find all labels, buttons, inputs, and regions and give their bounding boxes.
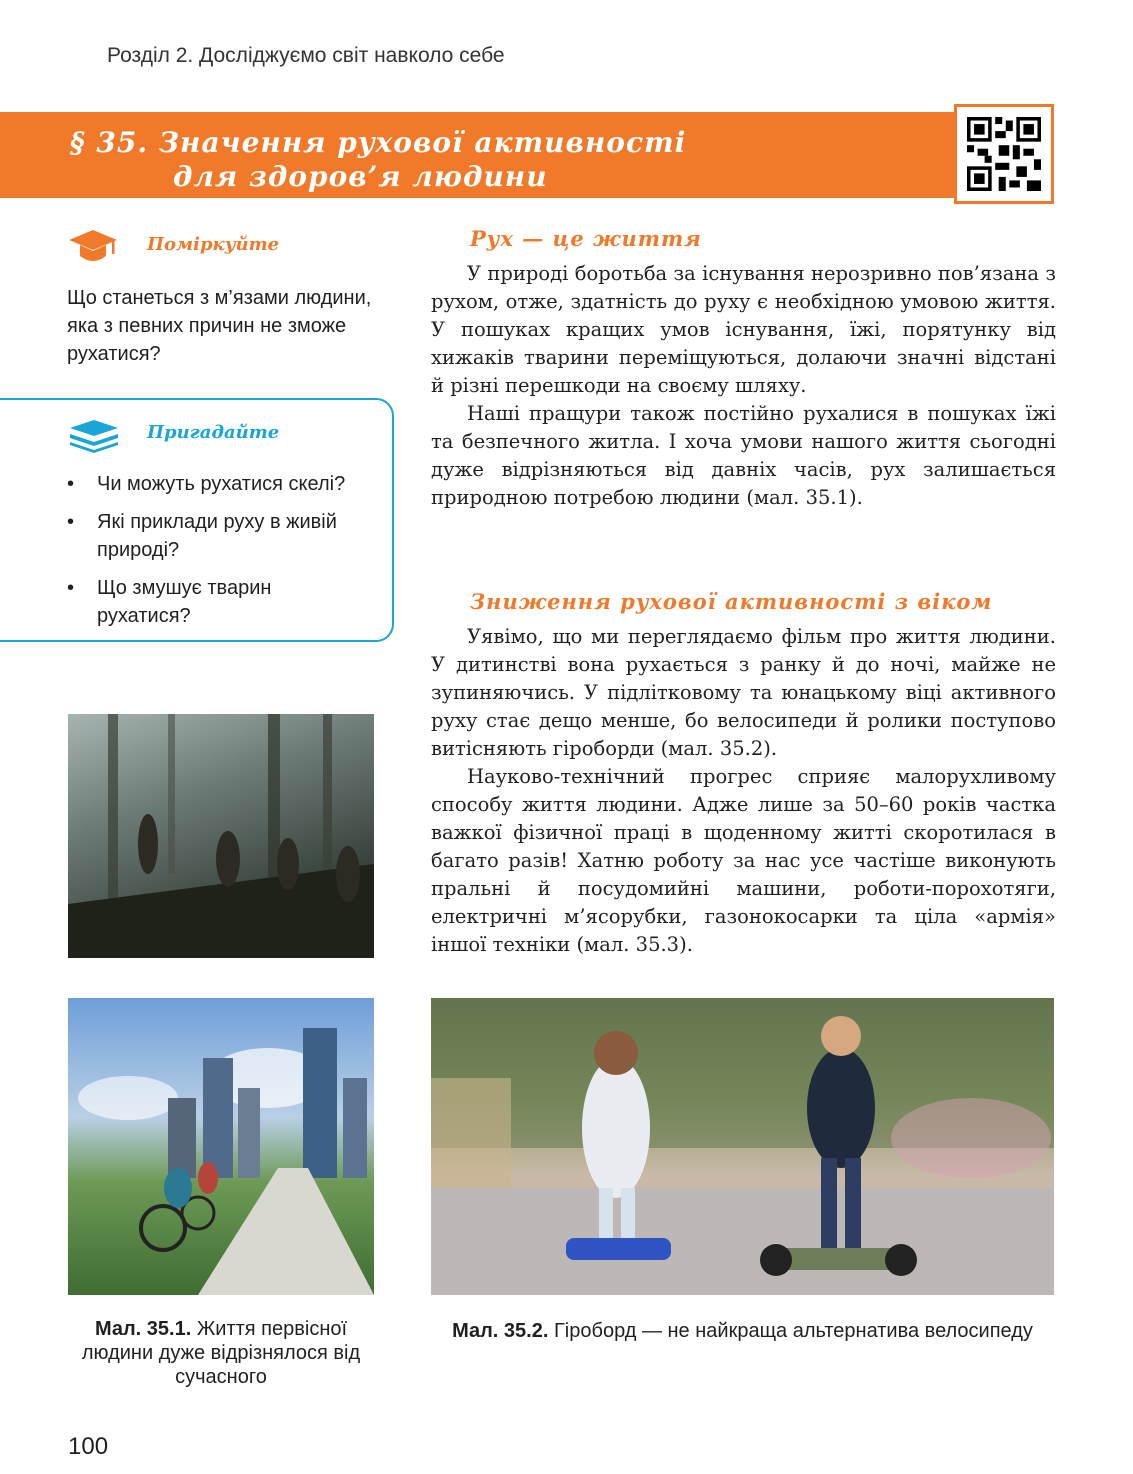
figure-caption-35-1 — [62, 1317, 380, 1389]
figure-caption-35-2 — [431, 1319, 1054, 1343]
section-2-text — [431, 623, 1056, 959]
list-item: • Які приклади руху в живій природі? — [67, 508, 367, 564]
paragraph: Уявімо, що ми переглядаємо фільм про життя людини. У дитинстві вона рухається з ранку й до ночі, майже не зупиняючись. У підлітковому та юнацькому віці активного руху стає дещо менше, бо велосипеди й ролики поступово витісняють гіроборди (мал. 35.2). — [431, 625, 1056, 760]
photo-city-cyclists — [68, 998, 374, 1295]
qr-code-icon — [967, 117, 1041, 191]
photo-primitive-people-forest — [68, 714, 374, 958]
running-head: Розділ 2. Досліджуємо світ навколо себе — [107, 44, 505, 67]
open-book-icon — [68, 414, 120, 454]
remember-list — [67, 470, 367, 640]
section-1-text — [431, 260, 1056, 512]
section-heading-activity-decline: Зниження рухової активності з віком — [470, 589, 993, 614]
list-item: • Чи можуть рухатися скелі? — [67, 470, 367, 498]
remember-title: Пригадайте — [147, 422, 280, 443]
paragraph: Наші пращури також постійно рухалися в пошуках їжі та безпечного житла. І хоча умови нашого життя сьогодні дуже відрізняються від давніх часів, рух залишається природною потребою людини (мал. 35.1). — [431, 402, 1056, 509]
think-title: Поміркуйте — [147, 234, 280, 255]
list-item: • Що змушує тварин рухатися? — [67, 574, 367, 630]
paragraph: У природі боротьба за існування нерозривно пов’язана з рухом, отже, здатність до руху є необхідною умовою життя. У пошуках кращих умов існування, їжі, порятунку від хижаків тварини переміщуються, долаючи значні відстані й різні перешкоди на своєму шляху. — [431, 262, 1056, 397]
graduation-cap-icon — [68, 228, 118, 266]
qr-code[interactable] — [954, 104, 1054, 204]
figure-caption-text: Життя первісної людини дуже відрізнялося від сучасного — [81, 1318, 361, 1388]
page-number: 100 — [68, 1433, 109, 1460]
figure-caption-text: Гіроборд — не найкраща альтернатива велосипеду — [553, 1320, 1033, 1342]
section-heading-movement-is-life: Рух — це життя — [470, 226, 702, 251]
figure-label: Мал. 35.1. — [94, 1318, 192, 1340]
section-title-line-1: § 35. Значення рухової активності — [70, 126, 687, 159]
section-title — [70, 126, 686, 194]
paragraph: Науково-технічний прогрес сприяє малорухливому способу життя людини. Адже лише за 50–60 років частка важкої фізичної праці в щоденному житті скоротилася в багато разів! Хатню роботу за нас усе частіше виконують пральні й посудомийні машини, роботи-порохотяги, електричні м’ясорубки, газонокосарки та ціла «армія» іншої техніки (мал. 35.3). — [431, 765, 1056, 956]
section-title-line-2: для здоров’я людини — [173, 160, 548, 193]
think-question: Що станеться з м’язами людини, яка з певних причин не зможе рухатися? — [67, 287, 372, 365]
figure-label: Мал. 35.2. — [452, 1320, 549, 1342]
photo-children-hoverboards — [431, 998, 1054, 1295]
